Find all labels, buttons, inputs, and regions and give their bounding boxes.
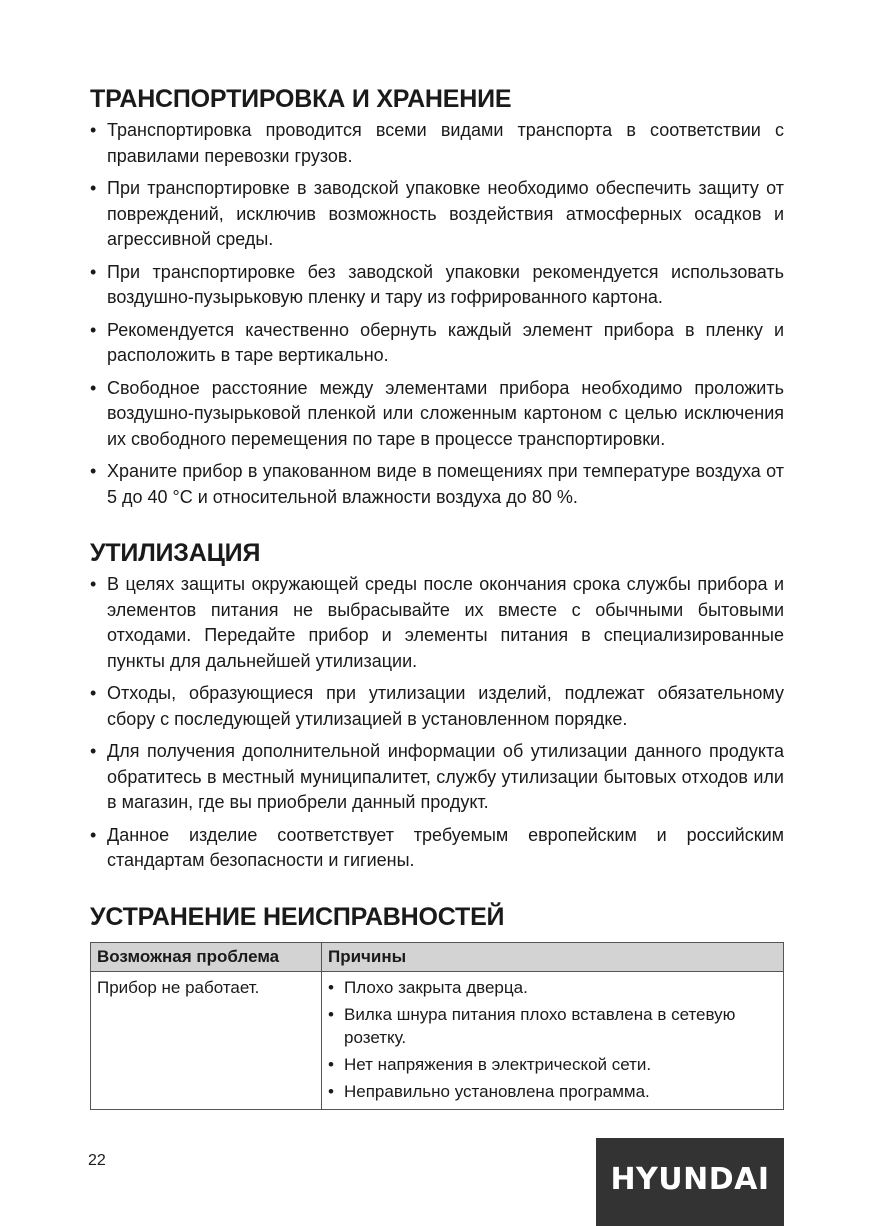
list-item-text: Храните прибор в упакованном виде в помещениях при температуре воздуха от 5 до 40 °C и относительной влажности воздуха до 80 %. — [107, 461, 784, 507]
section-heading: УТИЛИЗАЦИЯ — [90, 539, 261, 567]
list-item-text: При транспортировке без заводской упаковки рекомендуется использовать воздушно-пузырьковую пленку и тару из гофрированного картона. — [107, 261, 784, 307]
list-item — [90, 572, 784, 674]
column-header-causes: Причины — [322, 942, 784, 971]
bullet-marker: • — [328, 1081, 334, 1101]
list-item-text: Транспортировка проводится всеми видами транспорта в соответствии с правилами перевозки грузов. — [107, 120, 784, 166]
column-header-problem: Возможная проблема — [91, 942, 322, 971]
bullet-marker: • — [328, 1004, 334, 1024]
section-heading: УСТРАНЕНИЕ НЕИСПРАВНОСТЕЙ — [90, 902, 505, 931]
list-item — [90, 459, 784, 510]
bullet-marker: • — [90, 319, 97, 340]
list-item-text: При транспортировке в заводской упаковке необходимо обеспечить защиту от повреждений, исключив возможность воздействия атмосферных осадков и агрессивной среды. — [107, 178, 784, 249]
bullet-marker: • — [90, 261, 97, 282]
cause-text: Неправильно установлена программа. — [344, 1081, 650, 1101]
list-item — [90, 739, 784, 816]
bullet-list — [90, 118, 784, 510]
bullet-marker: • — [90, 683, 97, 703]
bullet-marker: • — [90, 377, 97, 398]
cause-text: Нет напряжения в электрической сети. — [344, 1054, 652, 1074]
troubleshooting-section — [90, 902, 784, 1110]
list-item — [328, 976, 777, 999]
bullet-marker: • — [90, 741, 97, 761]
table-row — [91, 971, 784, 1109]
brand-logo — [596, 1138, 784, 1226]
list-item-text: Для получения дополнительной информации об утилизации данного продукта обратитесь в местный муниципалитет, службу утилизации бытовых отходов или в магазин, где вы приобрели данный продукт. — [107, 741, 784, 812]
bullet-marker: • — [90, 178, 97, 198]
bullet-marker: • — [328, 977, 334, 997]
list-item — [328, 1080, 777, 1103]
causes-cell — [322, 971, 784, 1109]
list-item — [90, 118, 784, 169]
bullet-list — [90, 572, 784, 874]
list-item-text: Рекомендуется качественно обернуть каждый элемент прибора в пленку и расположить в таре вертикально. — [107, 319, 784, 365]
bullet-marker: • — [90, 824, 97, 845]
list-item-text: В целях защиты окружающей среды после окончания срока службы прибора и элементов питания не выбрасывайте их вместе с обычными бытовыми отходами. Передайте прибор и элементы питания в специализированные пункты для дальнейшей утилизации. — [107, 574, 784, 671]
section-heading: ТРАНСПОРТИРОВКА И ХРАНЕНИЕ — [90, 85, 512, 113]
manual-page — [90, 84, 784, 1110]
list-item-text: Данное изделие соответствует требуемым европейским и российским стандартам безопасности и гигиены. — [107, 824, 784, 870]
troubleshooting-table — [90, 942, 784, 1110]
list-item — [90, 318, 784, 369]
list-item-text: Отходы, образующиеся при утилизации изделий, подлежат обязательному сбору с последующей утилизацией в установленном порядке. — [107, 683, 784, 729]
bullet-marker: • — [90, 461, 97, 481]
list-item-text: Свободное расстояние между элементами прибора необходимо проложить воздушно-пузырьковой пленкой или сложенным картоном с целью исключения их свободного перемещения по таре в процессе транспортировки. — [107, 377, 784, 449]
list-item — [90, 260, 784, 311]
page-number: 22 — [88, 1152, 106, 1169]
problem-cell: Прибор не работает. — [91, 971, 322, 1109]
list-item — [90, 176, 784, 253]
disposal-section — [90, 538, 784, 874]
bullet-marker: • — [328, 1054, 334, 1074]
list-item — [90, 823, 784, 874]
cause-text: Плохо закрыта дверца. — [344, 977, 528, 997]
list-item — [90, 376, 784, 453]
bullet-marker: • — [90, 120, 97, 140]
brand-logo-text: HYUNDAI — [610, 1161, 770, 1197]
transport-storage-section — [90, 84, 784, 510]
bullet-marker: • — [90, 574, 97, 594]
causes-list — [328, 976, 777, 1103]
cause-text: Вилка шнура питания плохо вставлена в сетевую розетку. — [344, 1004, 736, 1047]
list-item — [328, 1003, 777, 1049]
list-item — [328, 1053, 777, 1076]
table-header-row — [91, 942, 784, 971]
list-item — [90, 681, 784, 732]
